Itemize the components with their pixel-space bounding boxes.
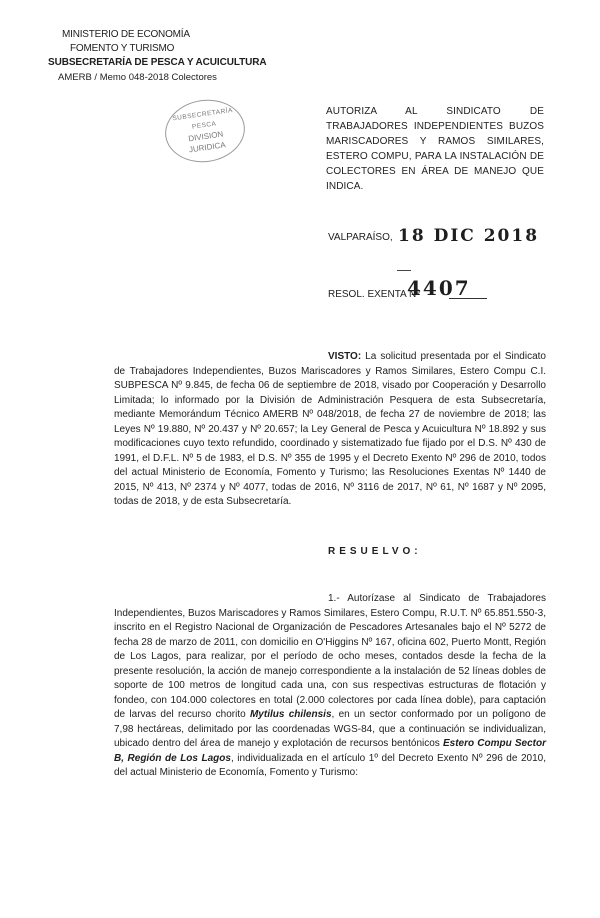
document-title: AUTORIZA AL SINDICATO DE TRABAJADORES INDEPENDIENTES BUZOS MARISCADORES Y RAMOS SIMILARES, ESTERO COMPU, PARA LA INSTALACIÓN DE COLECTORES EN ÁREA DE MANEJO QUE INDICA. — [326, 106, 544, 192]
article-1-number: 1.- — [328, 593, 340, 604]
visto-paragraph — [114, 350, 546, 510]
resolution-number: 4407 — [407, 276, 471, 300]
article-1-text-a: Autorízase al Sindicato de Trabajadores Independientes, Buzos Mariscadores y Ramos Similares, Estero Compu, R.U.T. Nº 65.851.550-3, inscrito en el Registro Nacional de Organización de Pescadores Artesanales bajo el Nº 5272 de fecha 28 de marzo de 2011, con domicilio en O'Higgins Nº 167, oficina 602, Puerto Montt, Región de Los Lagos, para realizar, por el período de ocho meses, contados desde la fecha de la presente resolución, la acción de manejo correspondiente a la instalación de 52 líneas dobles de soporte de 100 metros de longitud cada una, con sus respectivas estructuras de flotación y fondeo, con 104.000 colectores en total (2.000 colectores por cada línea doble), para captación de larvas del recurso chorito — [114, 593, 546, 720]
visto-text: La solicitud presentada por el Sindicato de Trabajadores Independientes, Buzos Mariscadores y Ramos Similares, Estero Compu C.I. SUBPESCA Nº 9.845, de fecha 06 de septiembre de 2018, visado por Cooperación y Desarrollo Limitada; lo informado por la División de Administración Pesquera de esta Subsecretaría, mediante Memorándum Técnico AMERB Nº 048/2018, de fecha 27 de noviembre de 2018; las Leyes Nº 19.880, Nº 20.437 y Nº 20.657; la Ley General de Pesca y Acuicultura Nº 18.892 y sus modificaciones cuyo texto refundido, coordinado y sistematizado fue fijado por el D.S. Nº 430 de 1991, el D.F.L. Nº 5 de 1983, el D.S. Nº 355 de 1995 y el Decreto Exento Nº 296 de 2010, todos del actual Ministerio de Economía, Fomento y Turismo; las Resoluciones Exentas Nº 1440 de 2015, Nº 413, Nº 2374 y Nº 4077, todas de 2016, Nº 3116 de 2017, Nº 61, Nº 1687 y Nº 2095, todas de 2018, y de esta Subsecretaría. — [114, 351, 546, 507]
resolution-label: RESOL. EXENTA Nº — [328, 289, 420, 300]
dash-mark — [397, 270, 411, 271]
stamp-line-1: DIVISION — [187, 129, 224, 144]
stamp-line-2: JURIDICA — [188, 140, 227, 155]
species-name: Mytilus chilensis — [249, 709, 332, 720]
place-city: VALPARAÍSO, — [328, 232, 393, 243]
management-area-name: Estero Compu Sector B, Región de Los Lagos — [114, 738, 546, 764]
stamp-arc-text: SUBSECRETARÍA PESCA — [172, 106, 234, 131]
undersecretariat-name: SUBSECRETARÍA DE PESCA Y ACUICULTURA — [48, 57, 267, 68]
resolution-underline — [449, 298, 487, 299]
article-1-text-c: , individualizada en el artículo 1º del Decreto Exento Nº 296 de 2010, del actual Ministerio de Economía, Fomento y Turismo: — [114, 752, 546, 778]
ministry-subname: FOMENTO Y TURISMO — [70, 43, 175, 54]
article-1-text-b: , en un sector conformado por un polígono de 7,98 hectáreas, delimitado por las coordenadas WGS-84, que a continuación se individualizan, ubicado dentro del área de manejo y explotación de recursos bentónicos — [114, 709, 546, 749]
memo-reference: AMERB / Memo 048-2018 Colectores — [58, 72, 217, 83]
resuelvo-heading: RESUELVO: — [328, 546, 422, 557]
visto-label: VISTO: — [328, 351, 362, 362]
ministry-name: MINISTERIO DE ECONOMÍA — [62, 29, 190, 40]
article-1-paragraph — [114, 592, 546, 781]
division-stamp — [161, 95, 249, 168]
date-stamp: 18 DIC 2018 — [398, 226, 540, 246]
